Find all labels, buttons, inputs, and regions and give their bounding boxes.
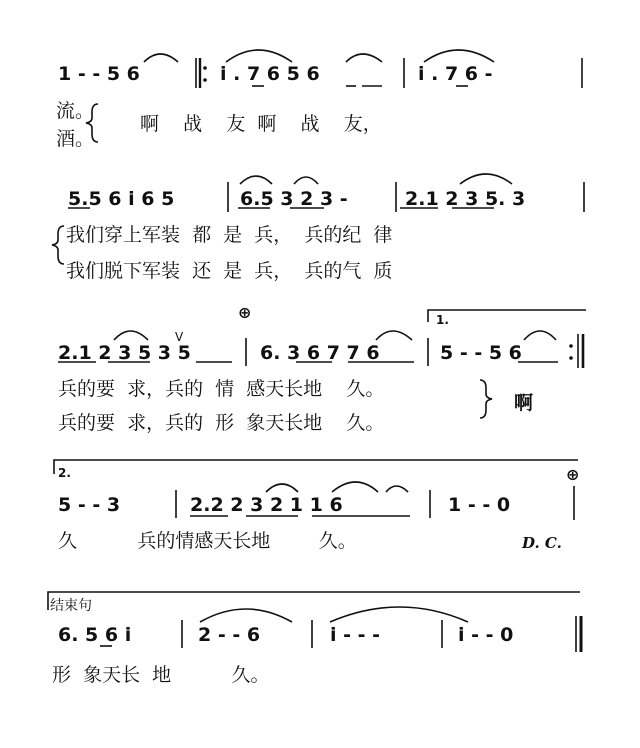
measure-2-1: 5.5 6 i 6 5 [68,188,175,210]
ending-section-label: 结束句 [50,598,92,614]
measure-3-3: 5 - - 5 6 [440,342,522,364]
lyric-3-verse1: 兵的要 求，兵的 情 感天长地 久。 [58,378,385,400]
lyric-3-side: 啊 [514,392,534,414]
lyric-2-verse1: 我们穿上军装 都 是 兵， 兵的纪 律 [66,224,393,246]
measure-3-1: 2.1 2 3 5 3 5 [58,342,191,364]
lyric-1-verse2-end: 酒。 [56,128,95,150]
volta-1-label: 1. [436,313,449,327]
measure-5-1: 6. 5 6 i [58,624,132,646]
segno-marker-2: ⊕ [566,465,580,484]
measure-4-3: 1 - - 0 [448,494,511,516]
lyric-1-verse1-end: 流。 [56,100,95,122]
da-capo-text: D. C. [522,534,562,552]
lyric-4-main: 久 兵的情感天长地 久。 [58,530,357,552]
measure-5-4: i - - 0 [458,624,514,646]
measure-5-2: 2 - - 6 [198,624,261,646]
lyric-5-main: 形 象天长 地 久。 [52,664,270,686]
segno-marker-1: ⊕ [238,303,252,322]
lyric-1-main: 啊 战 友 啊 战 友， [140,113,382,135]
measure-5-3: i - - - [330,624,381,646]
volta-2-label: 2. [58,466,71,480]
measure-4-1: 5 - - 3 [58,494,121,516]
measure-1-2: i . 7 6 5 6 [220,63,320,85]
measure-2-2: 6.5 3 2 3 - [240,188,348,210]
measure-2-3: 2.1 2 3 5. 3 [405,188,526,210]
slur [424,50,494,62]
slur [144,54,178,62]
breath-mark: V [175,330,184,344]
slur [226,50,292,62]
measure-3-2: 6. 3 6 7 7 6 [260,342,380,364]
slur [346,54,382,62]
lyric-3-verse2: 兵的要 求，兵的 形 象天长地 久。 [58,412,385,434]
brace [86,104,98,142]
lyric-2-verse2: 我们脱下军装 还 是 兵， 兵的气 质 [66,260,393,282]
measure-1-1: 1 - - 5 6 [58,63,140,85]
measure-4-2: 2.2 2 3 2 1 1 6 [190,494,343,516]
measure-1-3: i . 7 6 - [418,63,493,85]
